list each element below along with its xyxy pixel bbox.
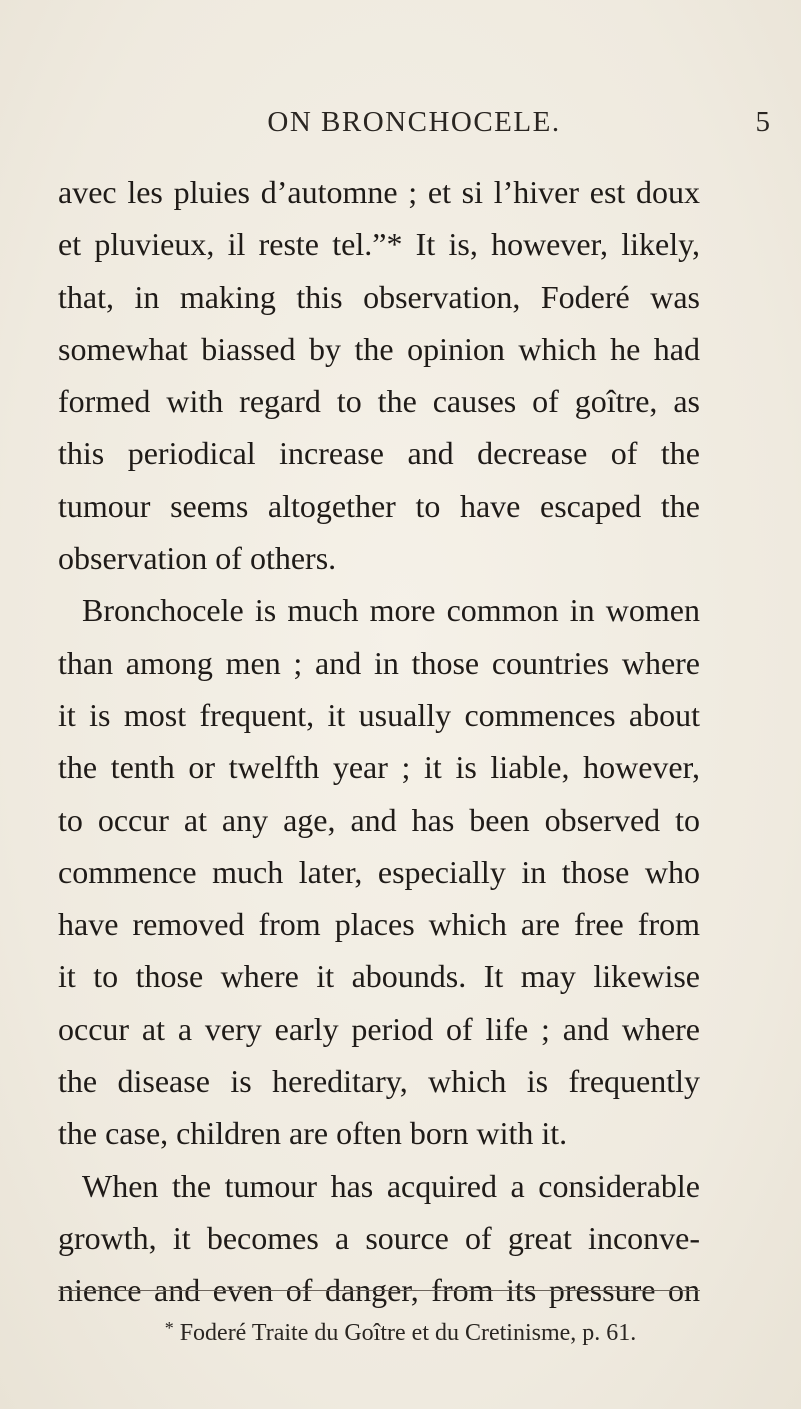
text-line: Bronchocele is much more common in women <box>82 592 700 629</box>
running-title: ON BRONCHOCELE. <box>267 106 561 138</box>
text-line: tumour seems altogether to have escaped the <box>58 487 700 524</box>
running-head <box>58 106 770 146</box>
text-line: observation of others. <box>58 540 337 577</box>
text-line: nience and even of danger, from its pressure on <box>58 1272 700 1309</box>
text-line: have removed from places which are free from <box>58 906 700 943</box>
footnote-text: Foderé Traite du Goître et du Cretinisme, p. 61. <box>179 1320 637 1346</box>
text-line: avec les pluies d’automne ; et si l’hiver est doux <box>58 174 700 210</box>
text-line: the tenth or twelfth year ; it is liable, however, <box>58 749 700 786</box>
footnote-mark: * <box>164 1318 174 1338</box>
text-line: the disease is hereditary, which is frequently <box>58 1063 700 1100</box>
text-line: that, in making this observation, Foderé was <box>58 278 700 315</box>
text-line: this periodical increase and decrease of the <box>58 435 700 472</box>
footnote <box>0 1318 801 1347</box>
footnote-divider <box>58 1290 700 1291</box>
text-line: the case, children are often born with it. <box>58 1115 568 1152</box>
text-line: When the tumour has acquired a considerable <box>82 1167 700 1204</box>
text-line: formed with regard to the causes of goître, as <box>58 383 700 420</box>
page-number: 5 <box>755 106 770 138</box>
text-line: to occur at any age, and has been observed to <box>58 801 700 838</box>
text-line: et pluvieux, il reste tel.”* It is, however, likely, <box>58 226 700 263</box>
text-line: commence much later, especially in those who <box>58 853 700 890</box>
text-line: growth, it becomes a source of great inconve- <box>58 1219 700 1256</box>
text-line: occur at a very early period of life ; and where <box>58 1010 700 1047</box>
text-line: it is most frequent, it usually commences about <box>58 696 700 733</box>
text-line: it to those where it abounds. It may likewise <box>58 958 700 995</box>
text-line: somewhat biassed by the opinion which he had <box>58 330 700 367</box>
body-text <box>58 166 700 1317</box>
text-line: than among men ; and in those countries where <box>58 644 700 681</box>
